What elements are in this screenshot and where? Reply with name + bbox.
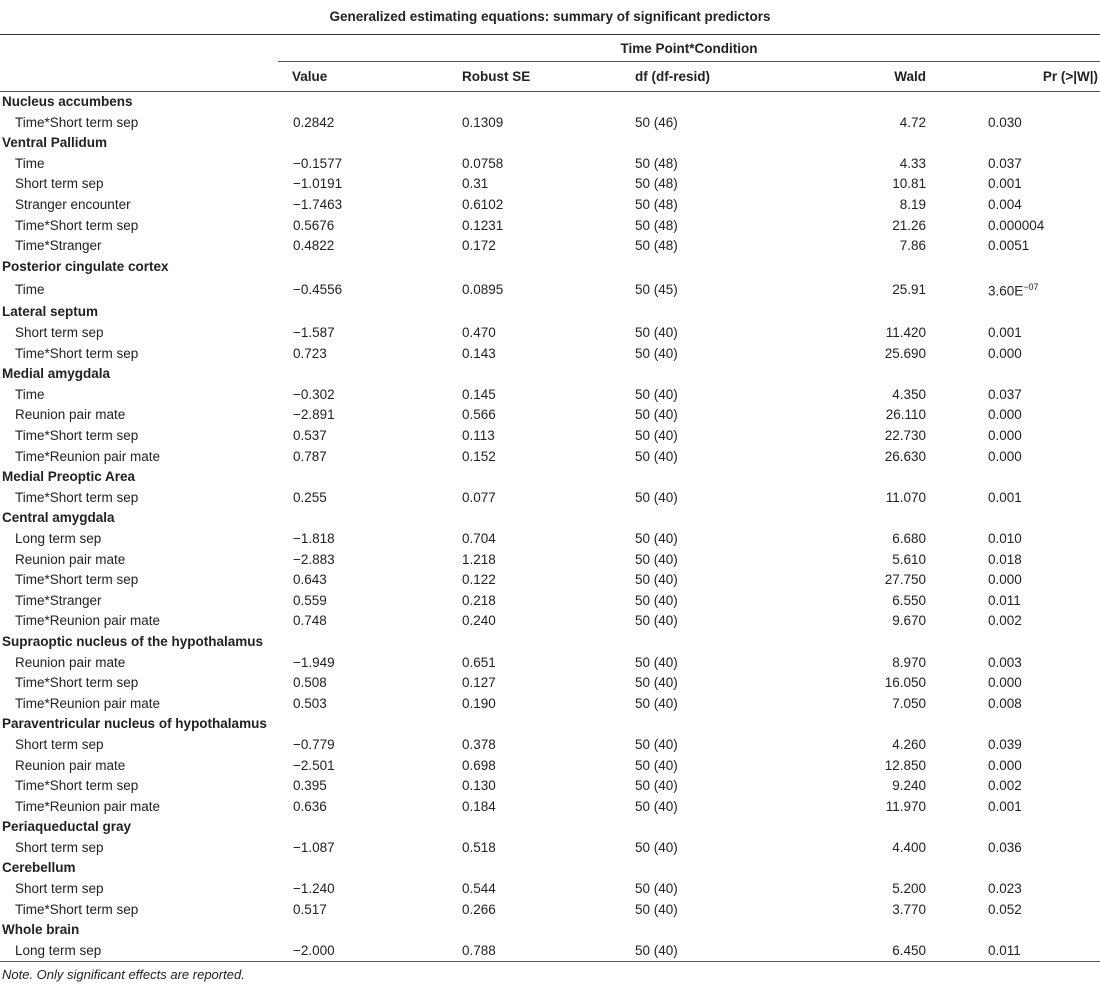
- table-row: [0, 591, 1100, 612]
- pr-cell: 0.000: [988, 345, 1022, 361]
- df-cell: 50 (48): [635, 176, 678, 192]
- df-cell: 50 (40): [635, 675, 678, 691]
- value-cell: 0.748: [293, 613, 327, 629]
- value-cell: −2.891: [293, 407, 335, 423]
- value-cell: 0.559: [293, 592, 327, 608]
- value-cell: 0.787: [293, 448, 327, 464]
- value-cell: −2.883: [293, 551, 335, 567]
- wald-cell: 4.350: [892, 386, 926, 402]
- df-cell: 50 (40): [635, 428, 678, 443]
- table-row: [0, 488, 1100, 509]
- robust-se-cell: 0.698: [462, 757, 496, 773]
- pr-cell: 0.018: [988, 551, 1022, 567]
- value-cell: −1.949: [293, 654, 335, 670]
- region-row: [0, 92, 1100, 113]
- table-caption: Generalized estimating equations: summary of significant predictors: [329, 9, 771, 24]
- df-cell: 50 (40): [635, 757, 678, 773]
- pr-cell: 0.001: [988, 325, 1022, 341]
- pr-cell: 0.000: [988, 448, 1022, 464]
- wald-cell: 26.630: [884, 448, 926, 464]
- spanning-header-label: Time Point*Condition: [620, 41, 758, 56]
- df-cell: 50 (40): [635, 778, 678, 794]
- robust-se-cell: 0.704: [462, 530, 496, 546]
- value-cell: −2.501: [293, 757, 335, 773]
- wald-cell: 25.91: [892, 281, 926, 297]
- predictor-cell: Time*Stranger: [15, 592, 102, 608]
- pr-cell: 0.002: [988, 778, 1022, 794]
- df-cell: 50 (40): [635, 572, 678, 588]
- wald-cell: 11.420: [885, 325, 926, 341]
- df-cell: 50 (40): [635, 489, 678, 505]
- region-label: Nucleus accumbens: [2, 94, 133, 109]
- robust-se-cell: 0.113: [462, 428, 495, 443]
- table-row: [0, 529, 1100, 550]
- predictor-cell: Reunion pair mate: [15, 757, 126, 773]
- predictor-cell: Time: [15, 155, 45, 171]
- predictor-cell: Time*Short term sep: [15, 778, 139, 794]
- robust-se-cell: 0.1231: [462, 217, 504, 233]
- value-cell: −0.302: [293, 386, 335, 402]
- value-cell: 0.723: [293, 345, 327, 361]
- value-cell: 0.508: [293, 675, 327, 691]
- header-robust-se: Robust SE: [462, 69, 531, 84]
- pr-cell: 0.011: [988, 592, 1021, 608]
- wald-cell: 22.730: [884, 428, 926, 443]
- robust-se-cell: 0.218: [462, 592, 496, 608]
- predictor-cell: Time*Short term sep: [15, 572, 139, 588]
- wald-cell: 4.260: [892, 736, 926, 752]
- robust-se-cell: 0.31: [462, 176, 489, 192]
- robust-se-cell: 0.0758: [462, 155, 504, 171]
- robust-se-cell: 0.470: [462, 325, 496, 341]
- value-cell: −0.4556: [293, 281, 343, 297]
- robust-se-cell: 0.145: [462, 386, 496, 402]
- pr-cell: 0.011: [988, 942, 1021, 958]
- region-row: [0, 858, 1100, 879]
- pr-cell: 0.004: [988, 196, 1022, 212]
- pr-cell: 0.008: [988, 695, 1022, 711]
- df-cell: 50 (40): [635, 881, 678, 897]
- wald-cell: 6.450: [892, 942, 926, 958]
- table-body: [0, 92, 1100, 961]
- wald-cell: 4.72: [899, 114, 926, 130]
- region-label: Whole brain: [2, 922, 80, 938]
- table-row: [0, 113, 1100, 134]
- region-row: [0, 920, 1100, 941]
- pr-cell: 0.037: [988, 155, 1022, 171]
- pr-cell: 0.037: [988, 386, 1022, 402]
- value-cell: 0.517: [293, 901, 327, 917]
- value-cell: −1.818: [293, 530, 335, 546]
- robust-se-cell: 0.130: [462, 778, 496, 794]
- pr-cell: 0.010: [988, 530, 1022, 546]
- value-cell: −1.087: [293, 839, 335, 855]
- header-predictor: [0, 62, 278, 92]
- value-cell: 0.2842: [293, 114, 335, 130]
- wald-cell: 5.610: [892, 551, 926, 567]
- results-table: [0, 62, 1100, 961]
- wald-cell: 5.200: [892, 881, 926, 897]
- table-row: [0, 154, 1100, 175]
- wald-cell: 11.970: [885, 798, 926, 814]
- wald-cell: 9.240: [892, 778, 926, 794]
- table-row: [0, 323, 1100, 344]
- robust-se-cell: 0.240: [462, 613, 496, 629]
- table-row: [0, 756, 1100, 777]
- region-label: Lateral septum: [2, 304, 99, 320]
- value-cell: 0.636: [293, 798, 327, 814]
- region-row: [0, 817, 1100, 838]
- predictor-cell: Reunion pair mate: [15, 407, 126, 423]
- pr-cell: 0.001: [988, 489, 1022, 505]
- wald-cell: 4.400: [892, 839, 926, 855]
- predictor-cell: Reunion pair mate: [15, 654, 126, 670]
- predictor-cell: Short term sep: [15, 325, 104, 341]
- df-cell: 50 (40): [635, 592, 678, 608]
- predictor-cell: Time: [15, 386, 45, 402]
- region-row: [0, 508, 1100, 529]
- df-cell: 50 (40): [635, 551, 678, 567]
- pr-cell: 0.039: [988, 736, 1022, 752]
- predictor-cell: Short term sep: [15, 881, 104, 897]
- pr-cell: 0.0051: [988, 238, 1030, 254]
- df-cell: 50 (40): [635, 654, 678, 670]
- wald-cell: 6.680: [892, 530, 926, 546]
- region-label: Medial Preoptic Area: [2, 469, 136, 485]
- predictor-cell: Time*Reunion pair mate: [15, 695, 161, 711]
- table-row: [0, 174, 1100, 195]
- pr-cell: 0.000: [988, 428, 1022, 443]
- robust-se-cell: 0.566: [462, 407, 496, 423]
- robust-se-cell: 0.184: [462, 798, 496, 814]
- table-row: [0, 195, 1100, 216]
- value-cell: −1.240: [293, 881, 335, 897]
- table-row: [0, 776, 1100, 797]
- header-pr: Pr (>|W|): [1042, 69, 1098, 84]
- predictor-cell: Time*Short term sep: [15, 114, 139, 130]
- region-label: Medial amygdala: [2, 366, 111, 382]
- spanning-header: [0, 35, 1100, 62]
- value-cell: 0.395: [293, 778, 327, 794]
- robust-se-cell: 0.152: [462, 448, 496, 464]
- table-row: [0, 236, 1100, 257]
- value-cell: 0.537: [293, 428, 327, 443]
- value-cell: 0.255: [293, 489, 327, 505]
- table-row: [0, 673, 1100, 694]
- robust-se-cell: 0.544: [462, 881, 496, 897]
- region-label: Supraoptic nucleus of the hypothalamus: [2, 633, 264, 649]
- pr-cell: 0.003: [988, 654, 1022, 670]
- pr-exponent: −07: [1023, 282, 1039, 293]
- predictor-cell: Time*Short term sep: [15, 345, 139, 361]
- value-cell: −1.0191: [293, 176, 343, 192]
- table-row: [0, 879, 1100, 900]
- df-cell: 50 (40): [635, 448, 678, 464]
- value-cell: −2.000: [293, 942, 335, 958]
- table-note: Note. Only significant effects are reported.: [2, 967, 245, 983]
- pr-cell: [958, 277, 1100, 302]
- wald-cell: 8.970: [892, 654, 926, 670]
- region-row: [0, 257, 1100, 278]
- df-cell: 50 (46): [635, 114, 678, 130]
- table-row: [0, 277, 1100, 302]
- pr-cell: 0.000: [988, 572, 1022, 588]
- table-row: [0, 694, 1100, 715]
- predictor-cell: Reunion pair mate: [15, 551, 126, 567]
- robust-se-cell: 0.6102: [462, 196, 504, 212]
- wald-cell: 6.550: [892, 592, 926, 608]
- pr-cell: 0.000: [988, 675, 1022, 691]
- pr-cell: 0.000004: [988, 217, 1045, 233]
- df-cell: 50 (40): [635, 530, 678, 546]
- pr-cell: 0.052: [988, 901, 1022, 917]
- df-cell: 50 (40): [635, 798, 678, 814]
- robust-se-cell: 0.143: [462, 345, 496, 361]
- table-row: [0, 216, 1100, 237]
- spanning-header-underline: [278, 61, 1100, 62]
- robust-se-cell: 0.077: [462, 489, 496, 505]
- table-row: [0, 735, 1100, 756]
- pr-cell: 0.030: [988, 114, 1022, 130]
- pr-cell: 0.023: [988, 881, 1022, 897]
- predictor-cell: Time*Reunion pair mate: [15, 798, 161, 814]
- region-row: [0, 364, 1100, 385]
- wald-cell: 21.26: [892, 217, 926, 233]
- wald-cell: 7.050: [892, 695, 926, 711]
- value-cell: −1.7463: [293, 196, 343, 212]
- header-df: df (df-resid): [635, 69, 710, 84]
- robust-se-cell: 0.122: [462, 572, 496, 588]
- predictor-cell: Short term sep: [15, 736, 104, 752]
- robust-se-cell: 0.518: [462, 839, 496, 855]
- robust-se-cell: 0.266: [462, 901, 496, 917]
- pr-cell: 0.000: [988, 757, 1022, 773]
- table-row: [0, 385, 1100, 406]
- region-row: [0, 302, 1100, 323]
- region-row: [0, 467, 1100, 488]
- header-row: [0, 62, 1100, 92]
- pr-cell: 0.001: [988, 798, 1022, 814]
- header-wald: Wald: [894, 69, 926, 84]
- region-label: Posterior cingulate cortex: [2, 258, 169, 274]
- pr-cell: 0.036: [988, 839, 1022, 855]
- table-row: [0, 941, 1100, 962]
- wald-cell: 8.19: [899, 196, 926, 212]
- predictor-cell: Short term sep: [15, 176, 104, 192]
- region-row: [0, 133, 1100, 154]
- df-cell: 50 (40): [635, 695, 678, 711]
- df-cell: 50 (40): [635, 942, 678, 958]
- value-cell: 0.4822: [293, 238, 335, 254]
- robust-se-cell: 0.127: [462, 675, 496, 691]
- region-label: Periaqueductal gray: [2, 819, 132, 835]
- predictor-cell: Stranger encounter: [15, 196, 131, 212]
- table-row: [0, 570, 1100, 591]
- predictor-cell: Time*Reunion pair mate: [15, 448, 161, 464]
- region-label: Paraventricular nucleus of hypothalamus: [2, 716, 267, 732]
- predictor-cell: Long term sep: [15, 942, 102, 958]
- region-label: Central amygdala: [2, 510, 115, 526]
- table-row: [0, 426, 1100, 447]
- df-cell: 50 (40): [635, 839, 678, 855]
- wald-cell: 9.670: [892, 613, 926, 629]
- df-cell: 50 (48): [635, 217, 678, 233]
- robust-se-cell: 0.651: [462, 654, 496, 670]
- predictor-cell: Time*Short term sep: [15, 489, 139, 505]
- predictor-cell: Time: [15, 281, 45, 297]
- value-cell: −0.1577: [293, 155, 343, 171]
- wald-cell: 16.050: [884, 675, 926, 691]
- predictor-cell: Time*Short term sep: [15, 675, 139, 691]
- wald-cell: 10.81: [892, 176, 926, 192]
- table-row: [0, 797, 1100, 818]
- df-cell: 50 (40): [635, 325, 678, 341]
- table-row: [0, 838, 1100, 859]
- pr-value: 3.60E: [988, 283, 1024, 299]
- region-label: Cerebellum: [2, 860, 76, 876]
- pr-cell: 0.002: [988, 613, 1022, 629]
- value-cell: −0.779: [293, 736, 335, 752]
- table-row: [0, 550, 1100, 571]
- predictor-cell: Time*Short term sep: [15, 217, 139, 233]
- pr-cell: 0.001: [988, 176, 1022, 192]
- df-cell: 50 (40): [635, 901, 678, 917]
- predictor-cell: Short term sep: [15, 839, 104, 855]
- wald-cell: 7.86: [899, 238, 926, 254]
- robust-se-cell: 1.218: [462, 551, 496, 567]
- df-cell: 50 (40): [635, 736, 678, 752]
- wald-cell: 11.070: [885, 489, 926, 505]
- df-cell: 50 (40): [635, 613, 678, 629]
- df-cell: 50 (40): [635, 345, 678, 361]
- header-value: Value: [292, 69, 328, 84]
- robust-se-cell: 0.172: [462, 238, 496, 254]
- predictor-cell: Time*Reunion pair mate: [15, 613, 161, 629]
- predictor-cell: Time*Stranger: [15, 238, 102, 254]
- robust-se-cell: 0.1309: [462, 114, 504, 130]
- value-cell: 0.503: [293, 695, 327, 711]
- value-cell: −1.587: [293, 325, 335, 341]
- df-cell: 50 (45): [635, 281, 678, 297]
- table-row: [0, 405, 1100, 426]
- table-row: [0, 900, 1100, 921]
- wald-cell: 4.33: [899, 155, 926, 171]
- df-cell: 50 (48): [635, 155, 678, 171]
- region-row: [0, 632, 1100, 653]
- wald-cell: 25.690: [884, 345, 926, 361]
- table-row: [0, 447, 1100, 468]
- predictor-cell: Time*Short term sep: [15, 901, 139, 917]
- df-cell: 50 (48): [635, 238, 678, 254]
- robust-se-cell: 0.0895: [462, 281, 504, 297]
- value-cell: 0.5676: [293, 217, 335, 233]
- wald-cell: 3.770: [892, 901, 926, 917]
- wald-cell: 27.750: [884, 572, 926, 588]
- region-row: [0, 714, 1100, 735]
- df-cell: 50 (48): [635, 196, 678, 212]
- table-row: [0, 611, 1100, 632]
- predictor-cell: Long term sep: [15, 530, 102, 546]
- table-row: [0, 653, 1100, 674]
- robust-se-cell: 0.190: [462, 695, 496, 711]
- pr-cell: 0.000: [988, 407, 1022, 423]
- robust-se-cell: 0.378: [462, 736, 496, 752]
- table-row: [0, 344, 1100, 365]
- region-label: Ventral Pallidum: [2, 135, 108, 151]
- wald-cell: 12.850: [884, 757, 926, 773]
- df-cell: 50 (40): [635, 386, 678, 402]
- value-cell: 0.643: [293, 572, 327, 588]
- df-cell: 50 (40): [635, 407, 678, 423]
- predictor-cell: Time*Short term sep: [15, 428, 139, 443]
- wald-cell: 26.110: [885, 407, 926, 423]
- robust-se-cell: 0.788: [462, 942, 496, 958]
